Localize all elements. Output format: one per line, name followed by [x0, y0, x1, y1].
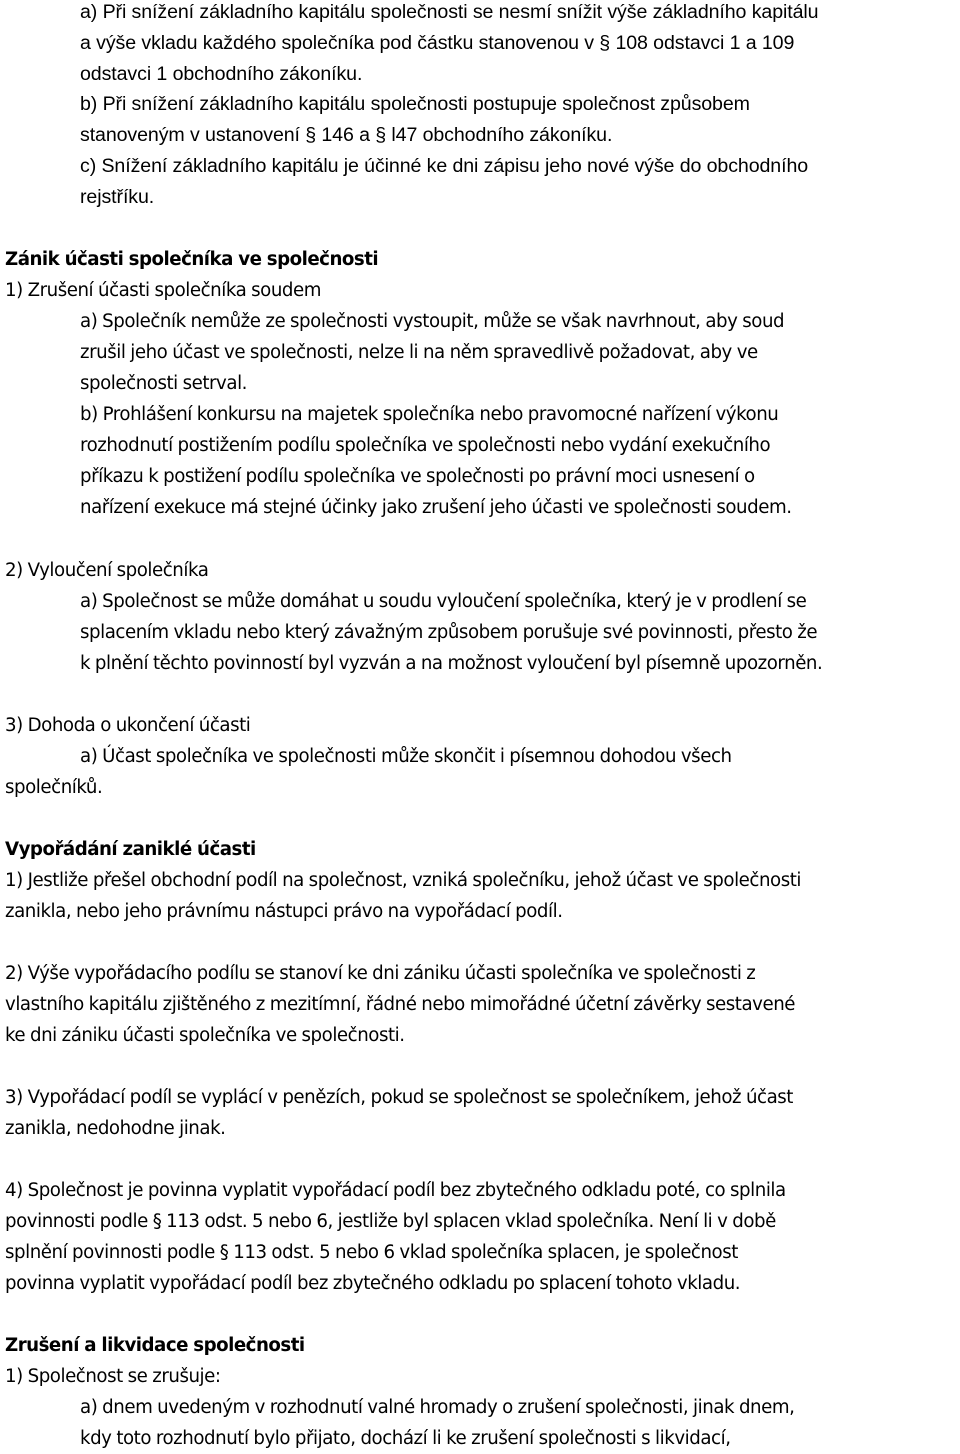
- text-line: c) Snížení základního kapitálu je účinné ke dni zápisu jeho nové výše do obchodního: [80, 155, 809, 177]
- intro-item-a: [80, 0, 955, 90]
- zanik-p1-title: 1) Zrušení účasti společníka soudem: [5, 280, 321, 301]
- text-line: a) Společnost se může domáhat u soudu vyloučení společníka, který je v prodlení se: [80, 591, 807, 612]
- text-line: a výše vkladu každého společníka pod částku stanovenou v § 108 odstavci 1 a 109: [80, 32, 795, 54]
- text-line: a) Při snížení základního kapitálu společnosti se nesmí snížit výše základního kapitálu: [80, 1, 819, 23]
- text-line: 4) Společnost je povinna vyplatit vypořádací podíl bez zbytečného odkladu poté, co splnila: [5, 1180, 786, 1201]
- vyporadani-p2: [5, 958, 955, 1051]
- zruseni-p1-a: [80, 1392, 955, 1454]
- zanik-p2-title: 2) Vyloučení společníka: [5, 560, 209, 581]
- text-line: zanikla, nedohodne jinak.: [5, 1118, 226, 1139]
- text-line: a) dnem uvedeným v rozhodnutí valné hromady o zrušení společnosti, jinak dnem,: [80, 1397, 795, 1418]
- vyporadani-p3: [5, 1082, 955, 1144]
- text-line: rejstříku.: [80, 186, 155, 208]
- text-line: 2) Výše vypořádacího podílu se stanoví ke dni zániku účasti společníka ve společnosti z: [5, 963, 756, 984]
- section-heading-vyporadani: Vypořádání zaniklé účasti: [5, 839, 256, 860]
- section-heading-zruseni: Zrušení a likvidace společnosti: [5, 1335, 305, 1356]
- text-line: 1) Jestliže přešel obchodní podíl na společnost, vzniká společníku, jehož účast ve společnosti: [5, 870, 802, 891]
- vyporadani-p4: [5, 1175, 955, 1299]
- intro-item-c: [80, 151, 955, 213]
- text-line: povinna vyplatit vypořádací podíl bez zbytečného odkladu po splacení tohoto vkladu.: [5, 1273, 741, 1294]
- intro-item-b: [80, 89, 955, 151]
- text-line: povinnosti podle § 113 odst. 5 nebo 6, jestliže byl splacen vklad společníka. Není li v době: [5, 1211, 776, 1232]
- zanik-p3-a-line2: společníků.: [5, 777, 103, 798]
- text-line: k plnění těchto povinností byl vyzván a na možnost vyloučení byl písemně upozorněn.: [80, 653, 823, 674]
- text-line: ke dni zániku účasti společníka ve společnosti.: [5, 1025, 405, 1046]
- text-line: zanikla, nebo jeho právnímu nástupci právo na vypořádací podíl.: [5, 901, 563, 922]
- text-line: a) Společník nemůže ze společnosti vystoupit, může se však navrhnout, aby soud: [80, 311, 785, 332]
- text-line: vlastního kapitálu zjištěného z mezitímní, řádné nebo mimořádné účetní závěrky sestavené: [5, 994, 796, 1015]
- zanik-p3-a-line1: a) Účast společníka ve společnosti může skončit i písemnou dohodou všech: [80, 746, 732, 767]
- text-line: stanoveným v ustanovení § 146 a § l47 obchodního zákoníku.: [80, 124, 613, 146]
- text-line: společnosti setrval.: [80, 373, 248, 394]
- zanik-p3-title: 3) Dohoda o ukončení účasti: [5, 715, 251, 736]
- text-line: splacením vkladu nebo který závažným způsobem porušuje své povinnosti, přesto že: [80, 622, 818, 643]
- text-line: b) Prohlášení konkursu na majetek společníka nebo pravomocné nařízení výkonu: [80, 404, 779, 425]
- vyporadani-p1: [5, 865, 955, 927]
- text-line: odstavci 1 obchodního zákoníku.: [80, 63, 363, 85]
- zanik-p1-b: [80, 399, 955, 523]
- text-line: zrušil jeho účast ve společnosti, nelze li na něm spravedlivě požadovat, aby ve: [80, 342, 758, 363]
- text-line: kdy toto rozhodnutí bylo přijato, dochází li ke zrušení společnosti s likvidací,: [80, 1428, 731, 1449]
- zanik-p1-a: [80, 306, 955, 399]
- text-line: b) Při snížení základního kapitálu společnosti postupuje společnost způsobem: [80, 93, 750, 115]
- text-line: splnění povinnosti podle § 113 odst. 5 nebo 6 vklad společníka splacen, je společnost: [5, 1242, 738, 1263]
- section-heading-zanik: Zánik účasti společníka ve společnosti: [5, 249, 379, 270]
- text-line: 3) Vypořádací podíl se vyplácí v penězích, pokud se společnost se společníkem, jehož účast: [5, 1087, 793, 1108]
- text-line: rozhodnutí postižením podílu společníka ve společnosti nebo vydání exekučního: [80, 435, 771, 456]
- zruseni-p1-title: 1) Společnost se zrušuje:: [5, 1366, 221, 1387]
- text-line: nařízení exekuce má stejné účinky jako zrušení jeho účasti ve společnosti soudem.: [80, 497, 792, 518]
- text-line: příkazu k postižení podílu společníka ve společnosti po právní moci usnesení o: [80, 466, 755, 487]
- zanik-p2-a: [80, 586, 955, 679]
